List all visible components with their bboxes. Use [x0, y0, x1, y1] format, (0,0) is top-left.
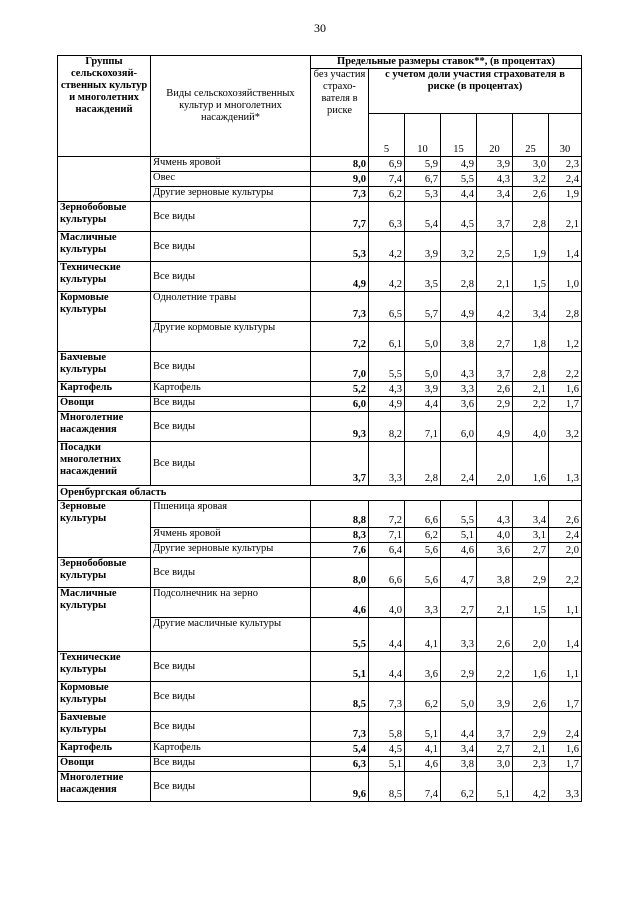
share-rate-value: 2,7 — [441, 588, 477, 618]
share-rate-value: 1,7 — [549, 757, 582, 772]
share-rate-value: 4,0 — [477, 528, 513, 543]
share-rate-value: 6,2 — [369, 187, 405, 202]
share-rate-value: 6,2 — [441, 772, 477, 802]
share-rate-value: 5,5 — [441, 501, 477, 528]
crop-group: Бахчевые культуры — [58, 352, 151, 382]
base-rate-value: 5,4 — [311, 742, 369, 757]
crop-kind: Картофель — [151, 742, 311, 757]
crop-group — [58, 157, 151, 202]
share-rate-value: 4,3 — [369, 382, 405, 397]
share-rate-value: 8,5 — [369, 772, 405, 802]
share-rate-value: 3,4 — [513, 292, 549, 322]
share-rate-value: 3,2 — [441, 232, 477, 262]
crop-group: Овощи — [58, 397, 151, 412]
share-rate-value: 2,6 — [477, 618, 513, 652]
crop-kind: Другие зерновые культуры — [151, 187, 311, 202]
share-rate-value: 3,6 — [441, 397, 477, 412]
share-rate-value: 4,4 — [441, 187, 477, 202]
table-row — [58, 352, 582, 382]
share-rate-value: 4,2 — [369, 232, 405, 262]
share-rate-value: 3,5 — [405, 262, 441, 292]
header-share-5: 5 — [369, 114, 405, 157]
crop-group: Картофель — [58, 742, 151, 757]
share-rate-value: 4,5 — [369, 742, 405, 757]
share-rate-value: 1,7 — [549, 682, 582, 712]
share-rate-value: 4,4 — [441, 712, 477, 742]
share-rate-value: 2,8 — [513, 202, 549, 232]
share-rate-value: 3,3 — [369, 442, 405, 486]
crop-kind: Все виды — [151, 232, 311, 262]
share-rate-value: 2,1 — [549, 202, 582, 232]
share-rate-value: 2,9 — [441, 652, 477, 682]
share-rate-value: 3,9 — [477, 682, 513, 712]
share-rate-value: 5,1 — [477, 772, 513, 802]
crop-kind: Все виды — [151, 682, 311, 712]
share-rate-value: 2,8 — [513, 352, 549, 382]
share-rate-value: 2,9 — [513, 712, 549, 742]
base-rate-value: 4,6 — [311, 588, 369, 618]
table-row — [58, 202, 582, 232]
share-rate-value: 6,2 — [405, 682, 441, 712]
share-rate-value: 3,6 — [405, 652, 441, 682]
share-rate-value: 1,8 — [513, 322, 549, 352]
share-rate-value: 5,1 — [369, 757, 405, 772]
base-rate-value: 5,5 — [311, 618, 369, 652]
base-rate-value: 7,0 — [311, 352, 369, 382]
share-rate-value: 2,7 — [477, 322, 513, 352]
share-rate-value: 2,4 — [549, 172, 582, 187]
share-rate-value: 4,5 — [441, 202, 477, 232]
table-row — [58, 558, 582, 588]
crop-kind: Все виды — [151, 712, 311, 742]
share-rate-value: 5,7 — [405, 292, 441, 322]
share-rate-value: 1,1 — [549, 588, 582, 618]
share-rate-value: 1,6 — [549, 742, 582, 757]
crop-kind: Ячмень яровой — [151, 528, 311, 543]
table-row — [58, 652, 582, 682]
header-kind-column: Виды сельскохозяйственных культур и многолетних насаждений* — [151, 56, 311, 157]
share-rate-value: 4,7 — [441, 558, 477, 588]
share-rate-value: 5,8 — [369, 712, 405, 742]
crop-kind: Овес — [151, 172, 311, 187]
crop-group: Картофель — [58, 382, 151, 397]
share-rate-value: 2,1 — [513, 742, 549, 757]
crop-group: Технические культуры — [58, 652, 151, 682]
share-rate-value: 2,3 — [549, 157, 582, 172]
base-rate-value: 7,3 — [311, 292, 369, 322]
share-rate-value: 3,0 — [477, 757, 513, 772]
crop-kind: Однолетние травы — [151, 292, 311, 322]
crop-kind: Все виды — [151, 397, 311, 412]
crop-kind: Все виды — [151, 262, 311, 292]
crop-group: Кормовые культуры — [58, 682, 151, 712]
share-rate-value: 5,0 — [441, 682, 477, 712]
share-rate-value: 3,7 — [477, 352, 513, 382]
table-row — [58, 588, 582, 618]
crop-kind: Другие масличные культуры — [151, 618, 311, 652]
share-rate-value: 7,2 — [369, 501, 405, 528]
share-rate-value: 6,9 — [369, 157, 405, 172]
table-row — [58, 292, 582, 322]
share-rate-value: 4,3 — [477, 501, 513, 528]
base-rate-value: 6,3 — [311, 757, 369, 772]
share-rate-value: 2,8 — [549, 292, 582, 322]
share-rate-value: 2,3 — [513, 757, 549, 772]
share-rate-value: 4,1 — [405, 742, 441, 757]
crop-group: Зернобобовые культуры — [58, 558, 151, 588]
region-name: Оренбургская область — [58, 486, 582, 501]
share-rate-value: 6,3 — [369, 202, 405, 232]
share-rate-value: 3,4 — [441, 742, 477, 757]
crop-kind: Все виды — [151, 442, 311, 486]
share-rate-value: 3,9 — [405, 232, 441, 262]
share-rate-value: 5,0 — [405, 352, 441, 382]
share-rate-value: 1,7 — [549, 397, 582, 412]
crop-group: Многолетние насаждения — [58, 772, 151, 802]
share-rate-value: 4,9 — [477, 412, 513, 442]
share-rate-value: 2,2 — [513, 397, 549, 412]
crop-kind: Пшеница яровая — [151, 501, 311, 528]
share-rate-value: 6,1 — [369, 322, 405, 352]
crop-kind: Другие кормовые культуры — [151, 322, 311, 352]
share-rate-value: 1,0 — [549, 262, 582, 292]
share-rate-value: 2,0 — [549, 543, 582, 558]
share-rate-value: 6,6 — [369, 558, 405, 588]
share-rate-value: 5,1 — [441, 528, 477, 543]
share-rate-value: 3,3 — [441, 382, 477, 397]
base-rate-value: 7,3 — [311, 712, 369, 742]
share-rate-value: 5,5 — [441, 172, 477, 187]
share-rate-value: 1,4 — [549, 232, 582, 262]
share-rate-value: 4,4 — [405, 397, 441, 412]
base-rate-value: 8,8 — [311, 501, 369, 528]
share-rate-value: 2,4 — [441, 442, 477, 486]
share-rate-value: 5,9 — [405, 157, 441, 172]
crop-kind: Все виды — [151, 412, 311, 442]
share-rate-value: 2,1 — [477, 588, 513, 618]
table-header — [58, 56, 582, 157]
header-share-10: 10 — [405, 114, 441, 157]
share-rate-value: 5,1 — [405, 712, 441, 742]
share-rate-value: 2,8 — [441, 262, 477, 292]
share-rate-value: 6,0 — [441, 412, 477, 442]
share-rate-value: 4,4 — [369, 652, 405, 682]
share-rate-value: 6,2 — [405, 528, 441, 543]
share-rate-value: 2,9 — [513, 558, 549, 588]
base-rate-value: 5,1 — [311, 652, 369, 682]
crop-group: Овощи — [58, 757, 151, 772]
table-row — [58, 397, 582, 412]
share-rate-value: 1,1 — [549, 652, 582, 682]
table-row — [58, 382, 582, 397]
crop-group: Многолетние насаждения — [58, 412, 151, 442]
share-rate-value: 2,9 — [477, 397, 513, 412]
share-rate-value: 4,2 — [369, 262, 405, 292]
share-rate-value: 2,0 — [513, 618, 549, 652]
share-rate-value: 3,2 — [513, 172, 549, 187]
share-rate-value: 1,9 — [549, 187, 582, 202]
table-row — [58, 757, 582, 772]
share-rate-value: 3,9 — [477, 157, 513, 172]
base-rate-value: 9,3 — [311, 412, 369, 442]
crop-kind: Другие зерновые культуры — [151, 543, 311, 558]
share-rate-value: 7,1 — [405, 412, 441, 442]
share-rate-value: 2,6 — [477, 382, 513, 397]
header-share-15: 15 — [441, 114, 477, 157]
crop-group: Зерновые культуры — [58, 501, 151, 558]
share-rate-value: 2,2 — [549, 352, 582, 382]
base-rate-value: 7,3 — [311, 187, 369, 202]
base-rate-value: 8,0 — [311, 558, 369, 588]
base-rate-value: 8,5 — [311, 682, 369, 712]
table-row — [58, 772, 582, 802]
crop-group: Масличные культуры — [58, 588, 151, 652]
share-rate-value: 2,6 — [513, 682, 549, 712]
region-row — [58, 486, 582, 501]
share-rate-value: 4,2 — [513, 772, 549, 802]
crop-kind: Подсолнечник на зерно — [151, 588, 311, 618]
share-rate-value: 3,3 — [441, 618, 477, 652]
share-rate-value: 1,5 — [513, 262, 549, 292]
table-row — [58, 712, 582, 742]
share-rate-value: 1,4 — [549, 618, 582, 652]
crop-group: Бахчевые культуры — [58, 712, 151, 742]
share-rate-value: 3,7 — [477, 712, 513, 742]
share-rate-value: 1,6 — [513, 652, 549, 682]
share-rate-value: 1,6 — [549, 382, 582, 397]
table-row — [58, 682, 582, 712]
header-share-rates: с учетом доли участия страхователя в риске (в процентах) — [369, 69, 582, 114]
header-group-column: Группы сельскохозяй-ственных культур и многолетних насаждений — [58, 56, 151, 157]
base-rate-value: 7,6 — [311, 543, 369, 558]
crop-kind: Все виды — [151, 352, 311, 382]
share-rate-value: 2,8 — [405, 442, 441, 486]
share-rate-value: 4,9 — [441, 292, 477, 322]
base-rate-value: 4,9 — [311, 262, 369, 292]
share-rate-value: 3,2 — [549, 412, 582, 442]
share-rate-value: 8,2 — [369, 412, 405, 442]
share-rate-value: 2,0 — [477, 442, 513, 486]
base-rate-value: 9,0 — [311, 172, 369, 187]
crop-group: Кормовые культуры — [58, 292, 151, 352]
share-rate-value: 1,6 — [513, 442, 549, 486]
table-row — [58, 742, 582, 757]
share-rate-value: 4,6 — [441, 543, 477, 558]
crop-kind: Все виды — [151, 652, 311, 682]
base-rate-value: 9,6 — [311, 772, 369, 802]
share-rate-value: 7,4 — [405, 772, 441, 802]
share-rate-value: 1,3 — [549, 442, 582, 486]
table-row — [58, 262, 582, 292]
base-rate-value: 7,7 — [311, 202, 369, 232]
share-rate-value: 5,5 — [369, 352, 405, 382]
base-rate-value: 8,3 — [311, 528, 369, 543]
crop-kind: Все виды — [151, 757, 311, 772]
base-rate-value: 6,0 — [311, 397, 369, 412]
share-rate-value: 2,6 — [513, 187, 549, 202]
header-share-20: 20 — [477, 114, 513, 157]
share-rate-value: 6,4 — [369, 543, 405, 558]
share-rate-value: 3,4 — [513, 501, 549, 528]
table-row — [58, 412, 582, 442]
share-rate-value: 3,1 — [513, 528, 549, 543]
share-rate-value: 3,6 — [477, 543, 513, 558]
share-rate-value: 2,7 — [477, 742, 513, 757]
share-rate-value: 7,4 — [369, 172, 405, 187]
share-rate-value: 2,4 — [549, 712, 582, 742]
crop-group: Технические культуры — [58, 262, 151, 292]
share-rate-value: 4,0 — [369, 588, 405, 618]
share-rate-value: 6,7 — [405, 172, 441, 187]
share-rate-value: 2,5 — [477, 232, 513, 262]
crop-kind: Ячмень яровой — [151, 157, 311, 172]
table-body — [58, 157, 582, 802]
share-rate-value: 4,3 — [477, 172, 513, 187]
share-rate-value: 4,3 — [441, 352, 477, 382]
share-rate-value: 4,9 — [369, 397, 405, 412]
base-rate-value: 5,2 — [311, 382, 369, 397]
share-rate-value: 2,1 — [513, 382, 549, 397]
share-rate-value: 2,2 — [549, 558, 582, 588]
crop-group: Посадки многолетних насаждений — [58, 442, 151, 486]
table-row — [58, 232, 582, 262]
share-rate-value: 2,4 — [549, 528, 582, 543]
table-row — [58, 442, 582, 486]
share-rate-value: 5,0 — [405, 322, 441, 352]
share-rate-value: 5,3 — [405, 187, 441, 202]
share-rate-value: 3,8 — [477, 558, 513, 588]
table-row — [58, 501, 582, 528]
share-rate-value: 4,1 — [405, 618, 441, 652]
crop-kind: Все виды — [151, 558, 311, 588]
share-rate-value: 5,4 — [405, 202, 441, 232]
share-rate-value: 4,2 — [477, 292, 513, 322]
share-rate-value: 4,9 — [441, 157, 477, 172]
share-rate-value: 3,8 — [441, 757, 477, 772]
share-rate-value: 3,9 — [405, 382, 441, 397]
crop-kind: Все виды — [151, 772, 311, 802]
share-rate-value: 7,3 — [369, 682, 405, 712]
share-rate-value: 2,1 — [477, 262, 513, 292]
crop-kind: Картофель — [151, 382, 311, 397]
share-rate-value: 3,8 — [441, 322, 477, 352]
share-rate-value: 3,0 — [513, 157, 549, 172]
share-rate-value: 3,4 — [477, 187, 513, 202]
share-rate-value: 2,7 — [513, 543, 549, 558]
crop-group: Зернобобовые культуры — [58, 202, 151, 232]
share-rate-value: 5,6 — [405, 558, 441, 588]
share-rate-value: 6,6 — [405, 501, 441, 528]
header-share-30: 30 — [549, 114, 582, 157]
share-rate-value: 2,6 — [549, 501, 582, 528]
share-rate-value: 3,3 — [549, 772, 582, 802]
share-rate-value: 1,9 — [513, 232, 549, 262]
share-rate-value: 7,1 — [369, 528, 405, 543]
base-rate-value: 7,2 — [311, 322, 369, 352]
share-rate-value: 3,7 — [477, 202, 513, 232]
insurance-rates-table — [57, 55, 582, 802]
base-rate-value: 5,3 — [311, 232, 369, 262]
table-row — [58, 157, 582, 172]
crop-kind: Все виды — [151, 202, 311, 232]
share-rate-value: 1,5 — [513, 588, 549, 618]
crop-group: Масличные культуры — [58, 232, 151, 262]
base-rate-value: 3,7 — [311, 442, 369, 486]
share-rate-value: 1,2 — [549, 322, 582, 352]
share-rate-value: 6,5 — [369, 292, 405, 322]
share-rate-value: 4,0 — [513, 412, 549, 442]
page-number: 30 — [314, 21, 326, 35]
share-rate-value: 2,2 — [477, 652, 513, 682]
share-rate-value: 3,3 — [405, 588, 441, 618]
header-share-25: 25 — [513, 114, 549, 157]
base-rate-value: 8,0 — [311, 157, 369, 172]
header-base-rate: без участия страхо-вателя в риске — [311, 69, 369, 157]
share-rate-value: 4,4 — [369, 618, 405, 652]
share-rate-value: 5,6 — [405, 543, 441, 558]
share-rate-value: 4,6 — [405, 757, 441, 772]
header-rate-limits: Предельные размеры ставок**, (в процентах) — [311, 56, 582, 69]
